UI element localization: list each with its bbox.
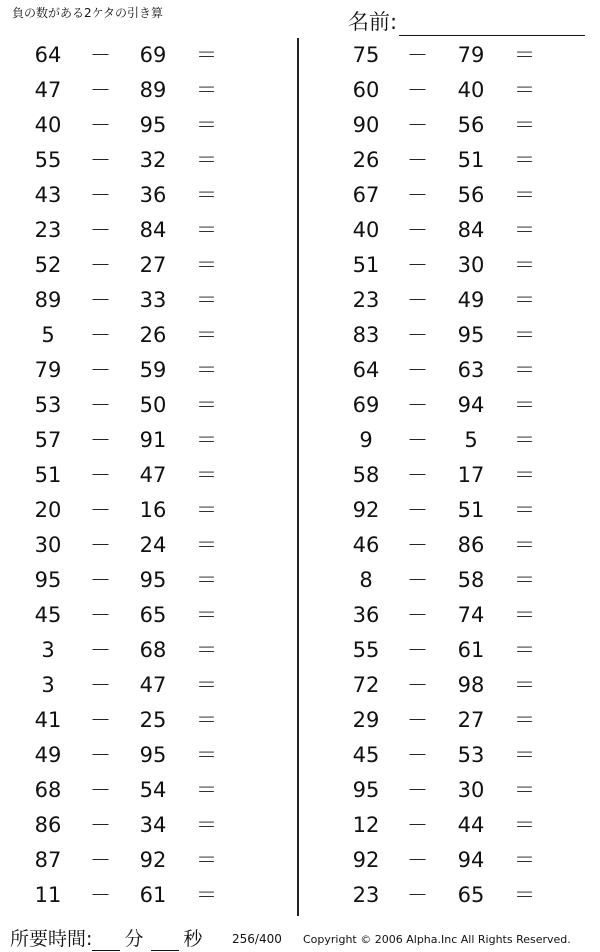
problem-row — [300, 318, 600, 353]
problem-row — [300, 633, 600, 668]
equals-sign: ＝ — [196, 463, 217, 487]
copyright-notice: Copyright © 2006 Alpha.Inc All Rights Reserved. — [303, 933, 571, 946]
minus-sign: － — [407, 148, 428, 172]
minuend: 20 — [34, 498, 62, 522]
problem-row — [0, 248, 296, 283]
minuend: 51 — [34, 463, 62, 487]
equals-sign: ＝ — [196, 218, 217, 242]
problem-row — [0, 668, 296, 703]
equals-sign: ＝ — [196, 673, 217, 697]
problem-row — [0, 773, 296, 808]
minus-sign: － — [407, 78, 428, 102]
problem-row — [300, 423, 600, 458]
minuend: 51 — [352, 253, 380, 277]
subtrahend: 74 — [457, 603, 485, 627]
equals-sign: ＝ — [514, 498, 535, 522]
minus-sign: － — [407, 43, 428, 67]
problem-row — [0, 388, 296, 423]
equals-sign: ＝ — [514, 638, 535, 662]
minus-sign: － — [407, 638, 428, 662]
subtrahend: 98 — [457, 673, 485, 697]
subtrahend: 40 — [457, 78, 485, 102]
equals-sign: ＝ — [514, 533, 535, 557]
subtrahend: 27 — [139, 253, 167, 277]
minuend: 47 — [34, 78, 62, 102]
name-field — [348, 6, 585, 36]
subtrahend: 91 — [139, 428, 167, 452]
minus-sign: － — [90, 43, 111, 67]
page-number: 256/400 — [232, 932, 282, 946]
problem-row — [300, 668, 600, 703]
minuend: 79 — [34, 358, 62, 382]
problem-row — [300, 458, 600, 493]
worksheet-title: 負の数がある2ケタの引き算 — [12, 6, 164, 20]
minuend: 95 — [34, 568, 62, 592]
minus-sign: － — [90, 568, 111, 592]
minus-sign: － — [407, 393, 428, 417]
subtrahend: 65 — [139, 603, 167, 627]
problem-row — [0, 878, 296, 913]
subtrahend: 69 — [139, 43, 167, 67]
minuend: 45 — [352, 743, 380, 767]
subtrahend: 61 — [139, 883, 167, 907]
equals-sign: ＝ — [196, 708, 217, 732]
minus-sign: － — [90, 78, 111, 102]
equals-sign: ＝ — [514, 323, 535, 347]
name-blank-line — [399, 15, 585, 36]
subtrahend: 94 — [457, 848, 485, 872]
minus-sign: － — [407, 778, 428, 802]
equals-sign: ＝ — [514, 883, 535, 907]
equals-sign: ＝ — [196, 743, 217, 767]
subtrahend: 30 — [457, 253, 485, 277]
minus-sign: － — [407, 288, 428, 312]
minuend: 3 — [41, 638, 55, 662]
minus-sign: － — [90, 708, 111, 732]
subtrahend: 26 — [139, 323, 167, 347]
subtrahend: 49 — [457, 288, 485, 312]
problem-row — [300, 878, 600, 913]
column-divider — [297, 38, 299, 916]
subtrahend: 30 — [457, 778, 485, 802]
subtrahend: 56 — [457, 113, 485, 137]
minuend: 86 — [34, 813, 62, 837]
minuend: 55 — [352, 638, 380, 662]
equals-sign: ＝ — [514, 778, 535, 802]
minuend: 40 — [352, 218, 380, 242]
problem-row — [0, 353, 296, 388]
equals-sign: ＝ — [196, 78, 217, 102]
minus-sign: － — [407, 218, 428, 242]
minus-sign: － — [90, 428, 111, 452]
minus-sign: － — [407, 848, 428, 872]
equals-sign: ＝ — [514, 148, 535, 172]
minuend: 95 — [352, 778, 380, 802]
minus-sign: － — [90, 673, 111, 697]
minuend: 26 — [352, 148, 380, 172]
equals-sign: ＝ — [514, 673, 535, 697]
subtrahend: 54 — [139, 778, 167, 802]
problem-row — [0, 73, 296, 108]
equals-sign: ＝ — [196, 323, 217, 347]
minus-sign: － — [90, 883, 111, 907]
problem-row — [0, 143, 296, 178]
equals-sign: ＝ — [514, 568, 535, 592]
equals-sign: ＝ — [514, 218, 535, 242]
minus-sign: － — [90, 848, 111, 872]
minuend: 69 — [352, 393, 380, 417]
minus-sign: － — [407, 813, 428, 837]
subtrahend: 92 — [139, 848, 167, 872]
minuend: 75 — [352, 43, 380, 67]
minus-sign: － — [407, 603, 428, 627]
problem-row — [300, 388, 600, 423]
equals-sign: ＝ — [196, 428, 217, 452]
subtrahend: 89 — [139, 78, 167, 102]
minus-sign: － — [407, 883, 428, 907]
problem-row — [300, 178, 600, 213]
problem-row — [300, 248, 600, 283]
minuend: 3 — [41, 673, 55, 697]
minus-sign: － — [90, 463, 111, 487]
equals-sign: ＝ — [196, 883, 217, 907]
minuend: 67 — [352, 183, 380, 207]
minuend: 23 — [34, 218, 62, 242]
subtrahend: 59 — [139, 358, 167, 382]
subtrahend: 44 — [457, 813, 485, 837]
problem-row — [300, 213, 600, 248]
minuend: 53 — [34, 393, 62, 417]
subtrahend: 79 — [457, 43, 485, 67]
equals-sign: ＝ — [514, 183, 535, 207]
minuend: 41 — [34, 708, 62, 732]
subtrahend: 94 — [457, 393, 485, 417]
minus-sign: － — [90, 638, 111, 662]
minuend: 8 — [359, 568, 373, 592]
subtrahend: 51 — [457, 498, 485, 522]
equals-sign: ＝ — [514, 463, 535, 487]
subtrahend: 33 — [139, 288, 167, 312]
minuend: 83 — [352, 323, 380, 347]
problem-row — [300, 73, 600, 108]
problem-row — [300, 773, 600, 808]
minuend: 43 — [34, 183, 62, 207]
minus-sign: － — [407, 708, 428, 732]
subtrahend: 61 — [457, 638, 485, 662]
subtrahend: 17 — [457, 463, 485, 487]
minus-sign: － — [90, 218, 111, 242]
problem-row — [300, 143, 600, 178]
equals-sign: ＝ — [196, 533, 217, 557]
subtrahend: 86 — [457, 533, 485, 557]
subtrahend: 68 — [139, 638, 167, 662]
minuend: 49 — [34, 743, 62, 767]
problem-row — [300, 703, 600, 738]
equals-sign: ＝ — [196, 498, 217, 522]
subtrahend: 53 — [457, 743, 485, 767]
minuend: 89 — [34, 288, 62, 312]
equals-sign: ＝ — [514, 603, 535, 627]
minus-sign: － — [90, 498, 111, 522]
seconds-blank — [151, 930, 179, 951]
equals-sign: ＝ — [196, 183, 217, 207]
equals-sign: ＝ — [514, 428, 535, 452]
minuend: 30 — [34, 533, 62, 557]
equals-sign: ＝ — [196, 148, 217, 172]
subtrahend: 5 — [464, 428, 478, 452]
problem-row — [0, 808, 296, 843]
minuend: 55 — [34, 148, 62, 172]
equals-sign: ＝ — [196, 288, 217, 312]
equals-sign: ＝ — [514, 288, 535, 312]
problem-row — [300, 738, 600, 773]
equals-sign: ＝ — [196, 358, 217, 382]
minus-sign: － — [90, 603, 111, 627]
minuend: 92 — [352, 498, 380, 522]
problem-row — [0, 703, 296, 738]
minus-sign: － — [90, 323, 111, 347]
equals-sign: ＝ — [196, 43, 217, 67]
problem-row — [300, 283, 600, 318]
equals-sign: ＝ — [514, 113, 535, 137]
problem-row — [0, 843, 296, 878]
subtrahend: 95 — [139, 743, 167, 767]
equals-sign: ＝ — [196, 813, 217, 837]
equals-sign: ＝ — [196, 848, 217, 872]
minus-sign: － — [90, 743, 111, 767]
problem-row — [0, 493, 296, 528]
subtrahend: 58 — [457, 568, 485, 592]
problem-row — [0, 738, 296, 773]
subtrahend: 27 — [457, 708, 485, 732]
subtrahend: 84 — [139, 218, 167, 242]
minus-sign: － — [407, 183, 428, 207]
minuend: 36 — [352, 603, 380, 627]
minutes-blank — [92, 930, 120, 951]
minuend: 9 — [359, 428, 373, 452]
subtrahend: 24 — [139, 533, 167, 557]
subtrahend: 84 — [457, 218, 485, 242]
equals-sign: ＝ — [514, 708, 535, 732]
problem-row — [0, 108, 296, 143]
subtrahend: 32 — [139, 148, 167, 172]
minus-sign: － — [90, 113, 111, 137]
time-label: 所要時間: — [10, 928, 93, 950]
problem-row — [0, 318, 296, 353]
minus-sign: － — [407, 428, 428, 452]
problem-row — [0, 563, 296, 598]
problem-row — [0, 213, 296, 248]
minus-sign: － — [90, 393, 111, 417]
problem-row — [0, 178, 296, 213]
minuend: 11 — [34, 883, 62, 907]
problem-row — [0, 38, 296, 73]
minus-sign: － — [407, 323, 428, 347]
minuend: 64 — [352, 358, 380, 382]
subtrahend: 63 — [457, 358, 485, 382]
minus-sign: － — [90, 148, 111, 172]
subtrahend: 95 — [457, 323, 485, 347]
minus-sign: － — [90, 253, 111, 277]
minus-sign: － — [90, 778, 111, 802]
minuend: 58 — [352, 463, 380, 487]
left-problem-column — [0, 38, 296, 913]
equals-sign: ＝ — [196, 778, 217, 802]
time-taken — [10, 924, 210, 951]
problem-row — [300, 528, 600, 563]
problem-row — [300, 108, 600, 143]
equals-sign: ＝ — [196, 603, 217, 627]
minuend: 92 — [352, 848, 380, 872]
subtrahend: 95 — [139, 113, 167, 137]
minuend: 12 — [352, 813, 380, 837]
subtrahend: 25 — [139, 708, 167, 732]
equals-sign: ＝ — [514, 253, 535, 277]
problem-row — [0, 598, 296, 633]
minuend: 29 — [352, 708, 380, 732]
equals-sign: ＝ — [514, 358, 535, 382]
minus-sign: － — [407, 568, 428, 592]
minus-sign: － — [407, 673, 428, 697]
problem-row — [300, 493, 600, 528]
subtrahend: 95 — [139, 568, 167, 592]
problem-row — [0, 283, 296, 318]
minuend: 40 — [34, 113, 62, 137]
minus-sign: － — [90, 813, 111, 837]
minus-sign: － — [90, 533, 111, 557]
subtrahend: 56 — [457, 183, 485, 207]
problem-row — [300, 563, 600, 598]
minuend: 64 — [34, 43, 62, 67]
equals-sign: ＝ — [196, 113, 217, 137]
problem-row — [0, 423, 296, 458]
minuend: 68 — [34, 778, 62, 802]
seconds-label: 秒 — [183, 928, 203, 950]
equals-sign: ＝ — [514, 78, 535, 102]
equals-sign: ＝ — [514, 813, 535, 837]
right-problem-column — [300, 38, 600, 913]
minuend: 60 — [352, 78, 380, 102]
subtrahend: 65 — [457, 883, 485, 907]
minuend: 87 — [34, 848, 62, 872]
equals-sign: ＝ — [514, 393, 535, 417]
subtrahend: 16 — [139, 498, 167, 522]
minuend: 5 — [41, 323, 55, 347]
minuend: 46 — [352, 533, 380, 557]
equals-sign: ＝ — [514, 743, 535, 767]
minus-sign: － — [90, 358, 111, 382]
equals-sign: ＝ — [514, 43, 535, 67]
minuend: 90 — [352, 113, 380, 137]
minus-sign: － — [90, 183, 111, 207]
minus-sign: － — [407, 113, 428, 137]
subtrahend: 47 — [139, 673, 167, 697]
minuend: 23 — [352, 883, 380, 907]
equals-sign: ＝ — [196, 638, 217, 662]
problem-row — [300, 598, 600, 633]
subtrahend: 47 — [139, 463, 167, 487]
minus-sign: － — [407, 498, 428, 522]
problem-row — [0, 528, 296, 563]
equals-sign: ＝ — [196, 253, 217, 277]
equals-sign: ＝ — [196, 393, 217, 417]
minutes-label: 分 — [124, 928, 144, 950]
problem-row — [300, 843, 600, 878]
name-label: 名前: — [348, 10, 398, 34]
minus-sign: － — [407, 743, 428, 767]
minus-sign: － — [407, 463, 428, 487]
problem-row — [300, 38, 600, 73]
problem-row — [0, 633, 296, 668]
subtrahend: 36 — [139, 183, 167, 207]
minuend: 23 — [352, 288, 380, 312]
problem-row — [300, 808, 600, 843]
equals-sign: ＝ — [514, 848, 535, 872]
minuend: 52 — [34, 253, 62, 277]
minuend: 72 — [352, 673, 380, 697]
minuend: 57 — [34, 428, 62, 452]
minus-sign: － — [407, 253, 428, 277]
problem-row — [300, 353, 600, 388]
subtrahend: 51 — [457, 148, 485, 172]
subtrahend: 50 — [139, 393, 167, 417]
equals-sign: ＝ — [196, 568, 217, 592]
minus-sign: － — [407, 533, 428, 557]
minus-sign: － — [90, 288, 111, 312]
minus-sign: － — [407, 358, 428, 382]
minuend: 45 — [34, 603, 62, 627]
problem-row — [0, 458, 296, 493]
subtrahend: 34 — [139, 813, 167, 837]
